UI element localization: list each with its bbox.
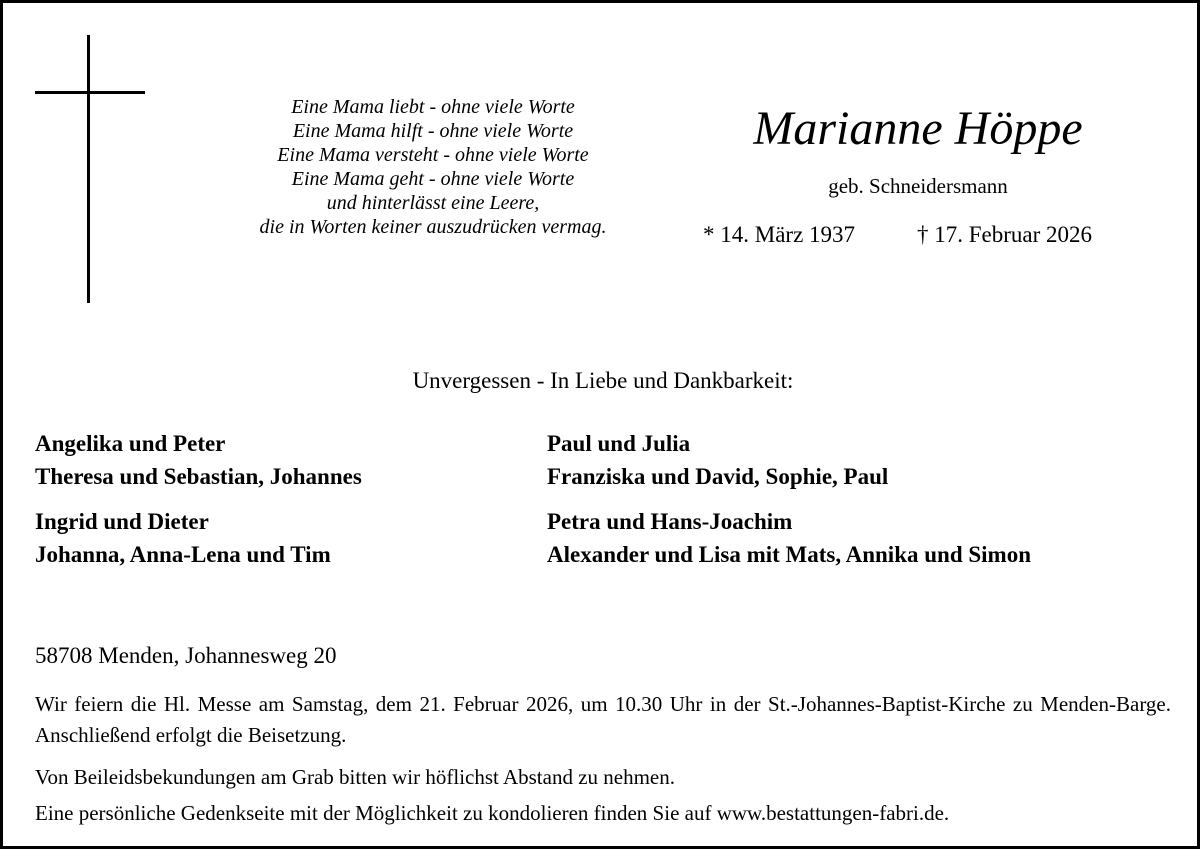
poem-line: Eine Mama hilft - ohne viele Worte [292,120,574,142]
family-group [547,427,888,493]
deceased-name: Marianne Höppe [753,102,1083,155]
poem [163,95,703,239]
poem-line: die in Worten keiner auszudrücken vermag. [259,216,607,238]
death-date: † 17. Februar 2026 [917,222,1093,247]
family-line: Franziska und David, Sophie, Paul [547,464,889,489]
family-group [547,505,1031,571]
poem-line: Eine Mama liebt - ohne viele Worte [291,96,575,118]
family-line: Theresa und Sebastian, Johannes [35,464,362,489]
family-line: Angelika und Peter [35,431,226,456]
cross-horizontal-bar [35,91,145,94]
family-line: Paul und Julia [547,431,691,456]
family-group [35,505,331,571]
note-memorial-page: Eine persönliche Gedenkseite mit der Möglichkeit zu kondolieren finden Sie auf www.bestattungen-fabri.de. [35,801,950,825]
poem-line: und hinterlässt eine Leere, [326,192,540,214]
service-text: Wir feiern die Hl. Messe am Samstag, dem 21. Februar 2026, um 10.30 Uhr in der St.-Johannes-Baptist-Kirche zu Menden-Barge. Anschließend erfolgt die Beisetzung. [35,692,1171,747]
poem-line: Eine Mama versteht - ohne viele Worte [277,144,589,166]
cross-vertical-bar [87,35,90,303]
family-line: Alexander und Lisa mit Mats, Annika und Simon [547,542,1031,567]
family-line: Johanna, Anna-Lena und Tim [35,542,331,567]
family-line: Ingrid und Dieter [35,509,209,534]
address: 58708 Menden, Johannesweg 20 [35,643,337,668]
poem-line: Eine Mama geht - ohne viele Worte [291,168,575,190]
family-group [35,427,362,493]
note-condolences: Von Beileidsbekundungen am Grab bitten wir höflichst Abstand zu nehmen. [35,765,675,789]
birth-date: * 14. März 1937 [703,222,856,247]
tagline: Unvergessen - In Liebe und Dankbarkeit: [412,368,794,393]
maiden-name: geb. Schneidersmann [828,174,1008,198]
family-line: Petra und Hans-Joachim [547,509,793,534]
